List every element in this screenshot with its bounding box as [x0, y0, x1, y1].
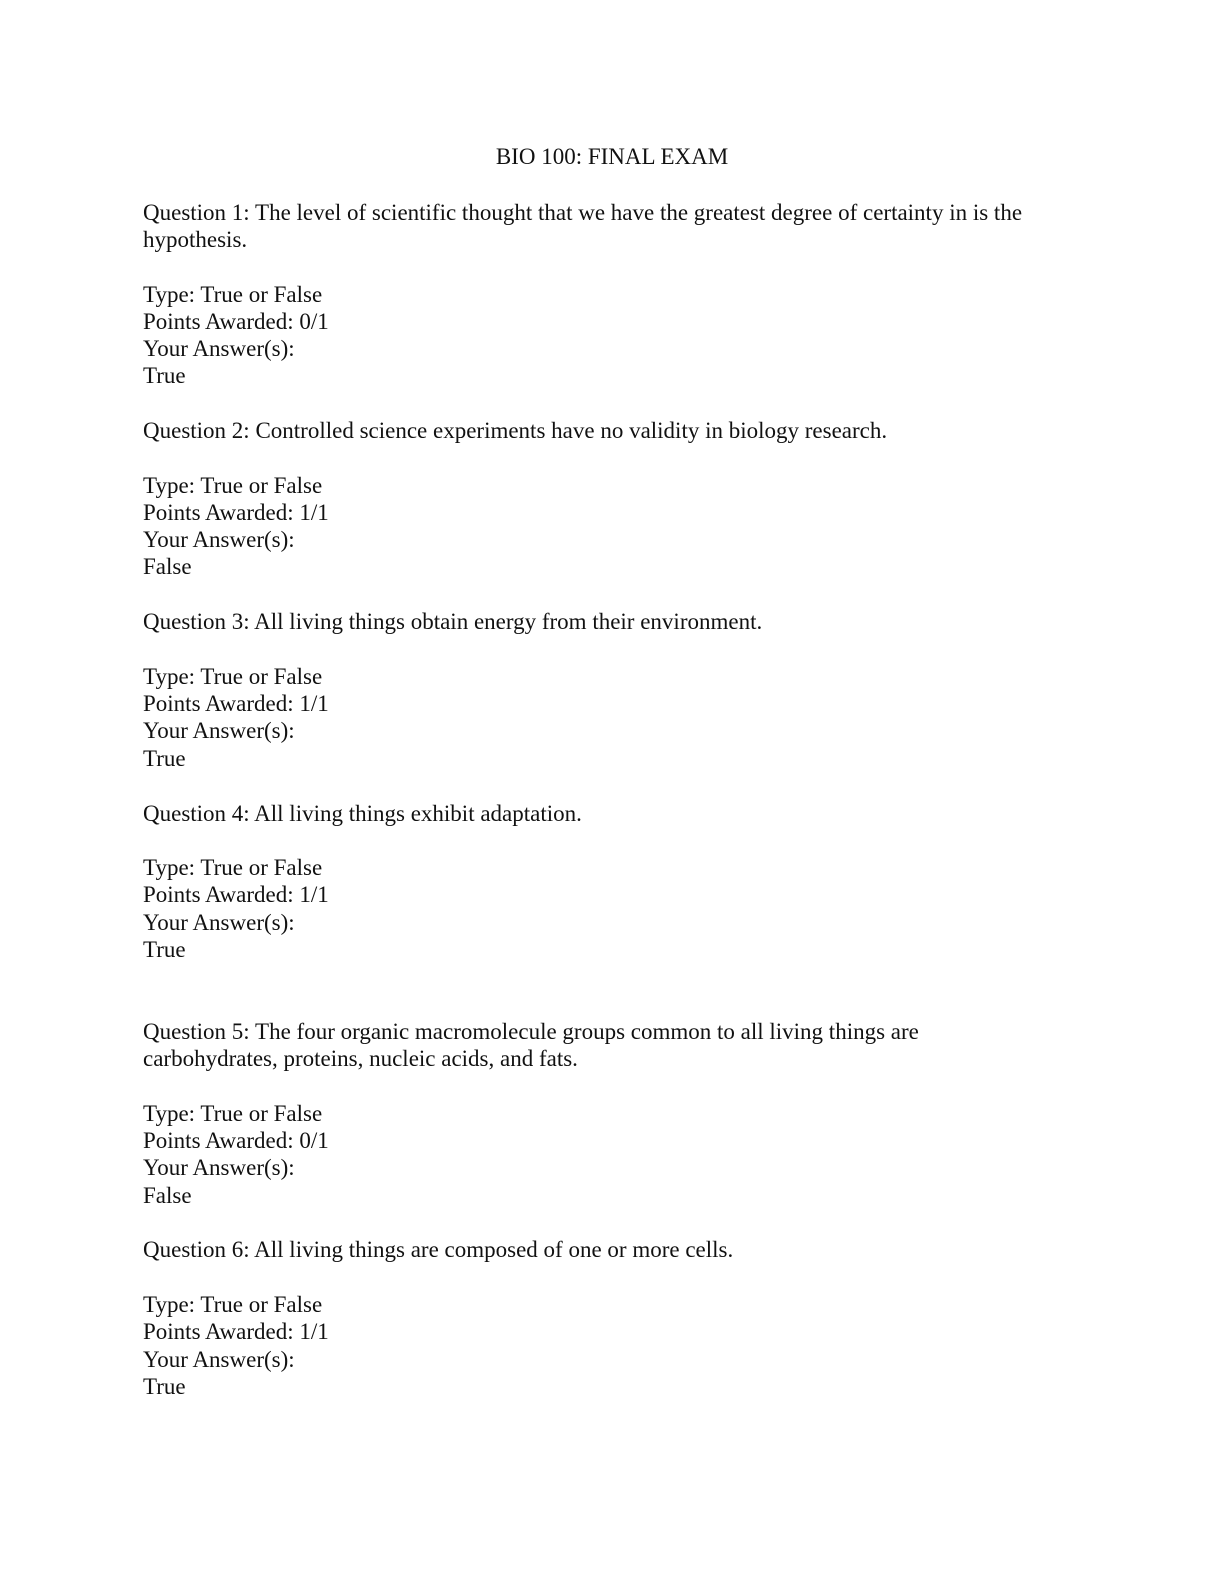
document-title: BIO 100: FINAL EXAM [495, 144, 729, 169]
answer-label: Your Answer(s): [143, 910, 295, 935]
question-prompt: Question 3: All living things obtain energy from their environment. [143, 609, 763, 634]
answer-label: Your Answer(s): [143, 1155, 295, 1180]
question-type: Type: True or False [143, 473, 323, 498]
points-awarded: Points Awarded: 1/1 [143, 882, 329, 907]
points-awarded: Points Awarded: 0/1 [143, 1128, 329, 1153]
answer-value: False [143, 1183, 192, 1208]
question-prompt: Question 5: The four organic macromolecule groups common to all living things are [143, 1019, 919, 1044]
question-type: Type: True or False [143, 855, 323, 880]
question-prompt: Question 6: All living things are composed of one or more cells. [143, 1237, 734, 1262]
answer-value: True [143, 746, 186, 771]
points-awarded: Points Awarded: 1/1 [143, 1319, 329, 1344]
answer-value: True [143, 1374, 186, 1399]
question-prompt: Question 1: The level of scientific thought that we have the greatest degree of certainty in is the [143, 200, 1023, 225]
answer-label: Your Answer(s): [143, 718, 295, 743]
answer-label: Your Answer(s): [143, 336, 295, 361]
question-prompt-continued: hypothesis. [143, 227, 248, 252]
answer-label: Your Answer(s): [143, 1347, 295, 1372]
question-type: Type: True or False [143, 1292, 323, 1317]
question-type: Type: True or False [143, 664, 323, 689]
question-prompt: Question 2: Controlled science experiments have no validity in biology research. [143, 418, 888, 443]
question-prompt: Question 4: All living things exhibit adaptation. [143, 801, 582, 826]
answer-value: True [143, 363, 186, 388]
points-awarded: Points Awarded: 0/1 [143, 309, 329, 334]
answer-label: Your Answer(s): [143, 527, 295, 552]
points-awarded: Points Awarded: 1/1 [143, 691, 329, 716]
answer-value: True [143, 937, 186, 962]
answer-value: False [143, 554, 192, 579]
question-prompt-continued: carbohydrates, proteins, nucleic acids, and fats. [143, 1046, 578, 1071]
question-type: Type: True or False [143, 282, 323, 307]
points-awarded: Points Awarded: 1/1 [143, 500, 329, 525]
question-type: Type: True or False [143, 1101, 323, 1126]
